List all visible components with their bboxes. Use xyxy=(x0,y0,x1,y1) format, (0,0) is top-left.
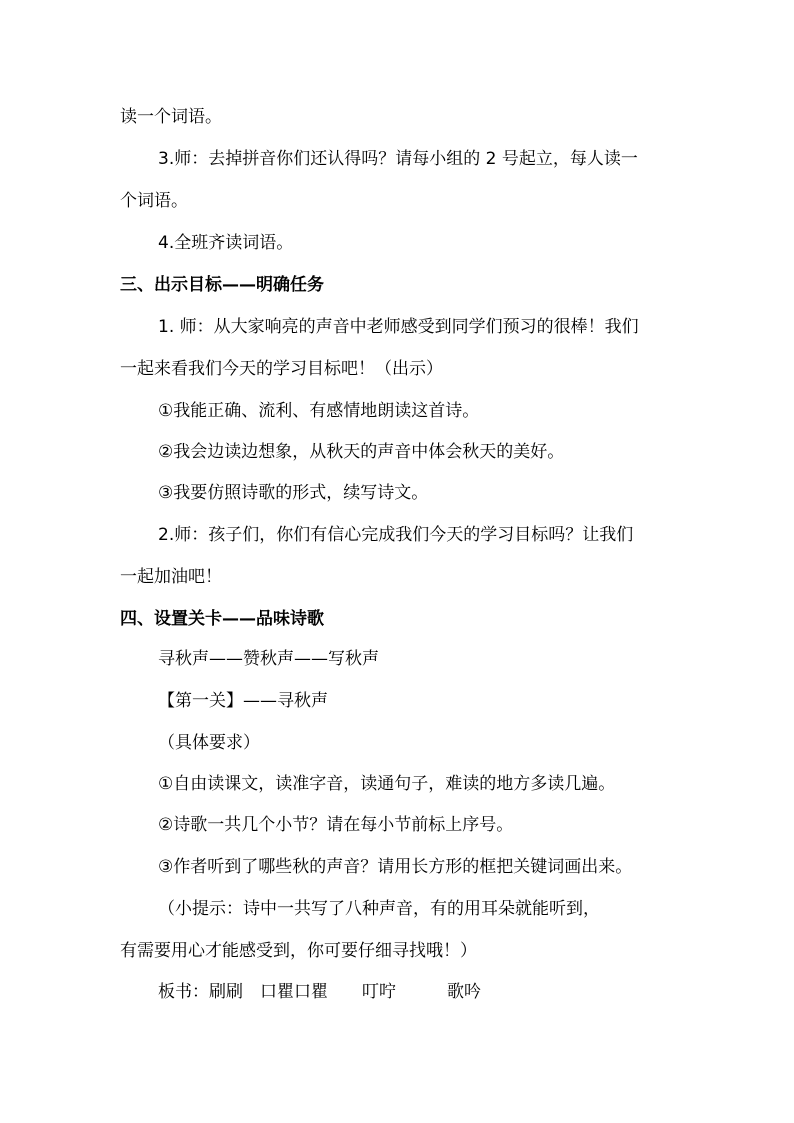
goal-item: ③我要仿照诗歌的形式，续写诗文。 xyxy=(158,483,429,503)
stage-title: 【第一关】——寻秋声 xyxy=(158,691,328,711)
text-line: 4.全班齐读词语。 xyxy=(158,233,294,253)
text-line: （具体要求） xyxy=(158,733,260,753)
requirement-item: ①自由读课文，读准字音，读通句子，难读的地方多读几遍。 xyxy=(158,774,616,794)
goal-item: ①我能正确、流利、有感情地朗读这首诗。 xyxy=(158,401,480,421)
section-heading: 四、设置关卡——品味诗歌 xyxy=(120,609,324,629)
section-heading: 三、出示目标——明确任务 xyxy=(120,275,324,295)
tip-line: （小提示：诗中一共写了八种声音，有的用耳朵就能听到， xyxy=(158,899,600,919)
text-line: 读一个词语。 xyxy=(120,107,222,127)
tip-line: 有需要用心才能感受到，你可要仔细寻找哦！） xyxy=(120,941,477,961)
text-line: 个词语。 xyxy=(120,191,188,211)
text-line: 1. 师：从大家响亮的声音中老师感受到同学们预习的很棒！我们 xyxy=(158,317,639,337)
text-line: 2.师：孩子们，你们有信心完成我们今天的学习目标吗？让我们 xyxy=(158,525,634,545)
requirement-item: ②诗歌一共几个小节？请在每小节前标上序号。 xyxy=(158,815,514,835)
text-line: 3.师：去掉拼音你们还认得吗？请每小组的 2 号起立，每人读一 xyxy=(158,149,638,169)
text-line: 一起加油吧！ xyxy=(120,567,222,587)
text-line: 一起来看我们今天的学习目标吧！（出示） xyxy=(120,359,443,379)
blackboard-line: 板书：刷刷 口瞿口瞿 叮咛 歌吟 xyxy=(158,982,481,1002)
goal-item: ②我会边读边想象，从秋天的声音中体会秋天的美好。 xyxy=(158,442,565,462)
text-line: 寻秋声——赞秋声——写秋声 xyxy=(158,649,379,669)
requirement-item: ③作者听到了哪些秋的声音？请用长方形的框把关键词画出来。 xyxy=(158,857,633,877)
